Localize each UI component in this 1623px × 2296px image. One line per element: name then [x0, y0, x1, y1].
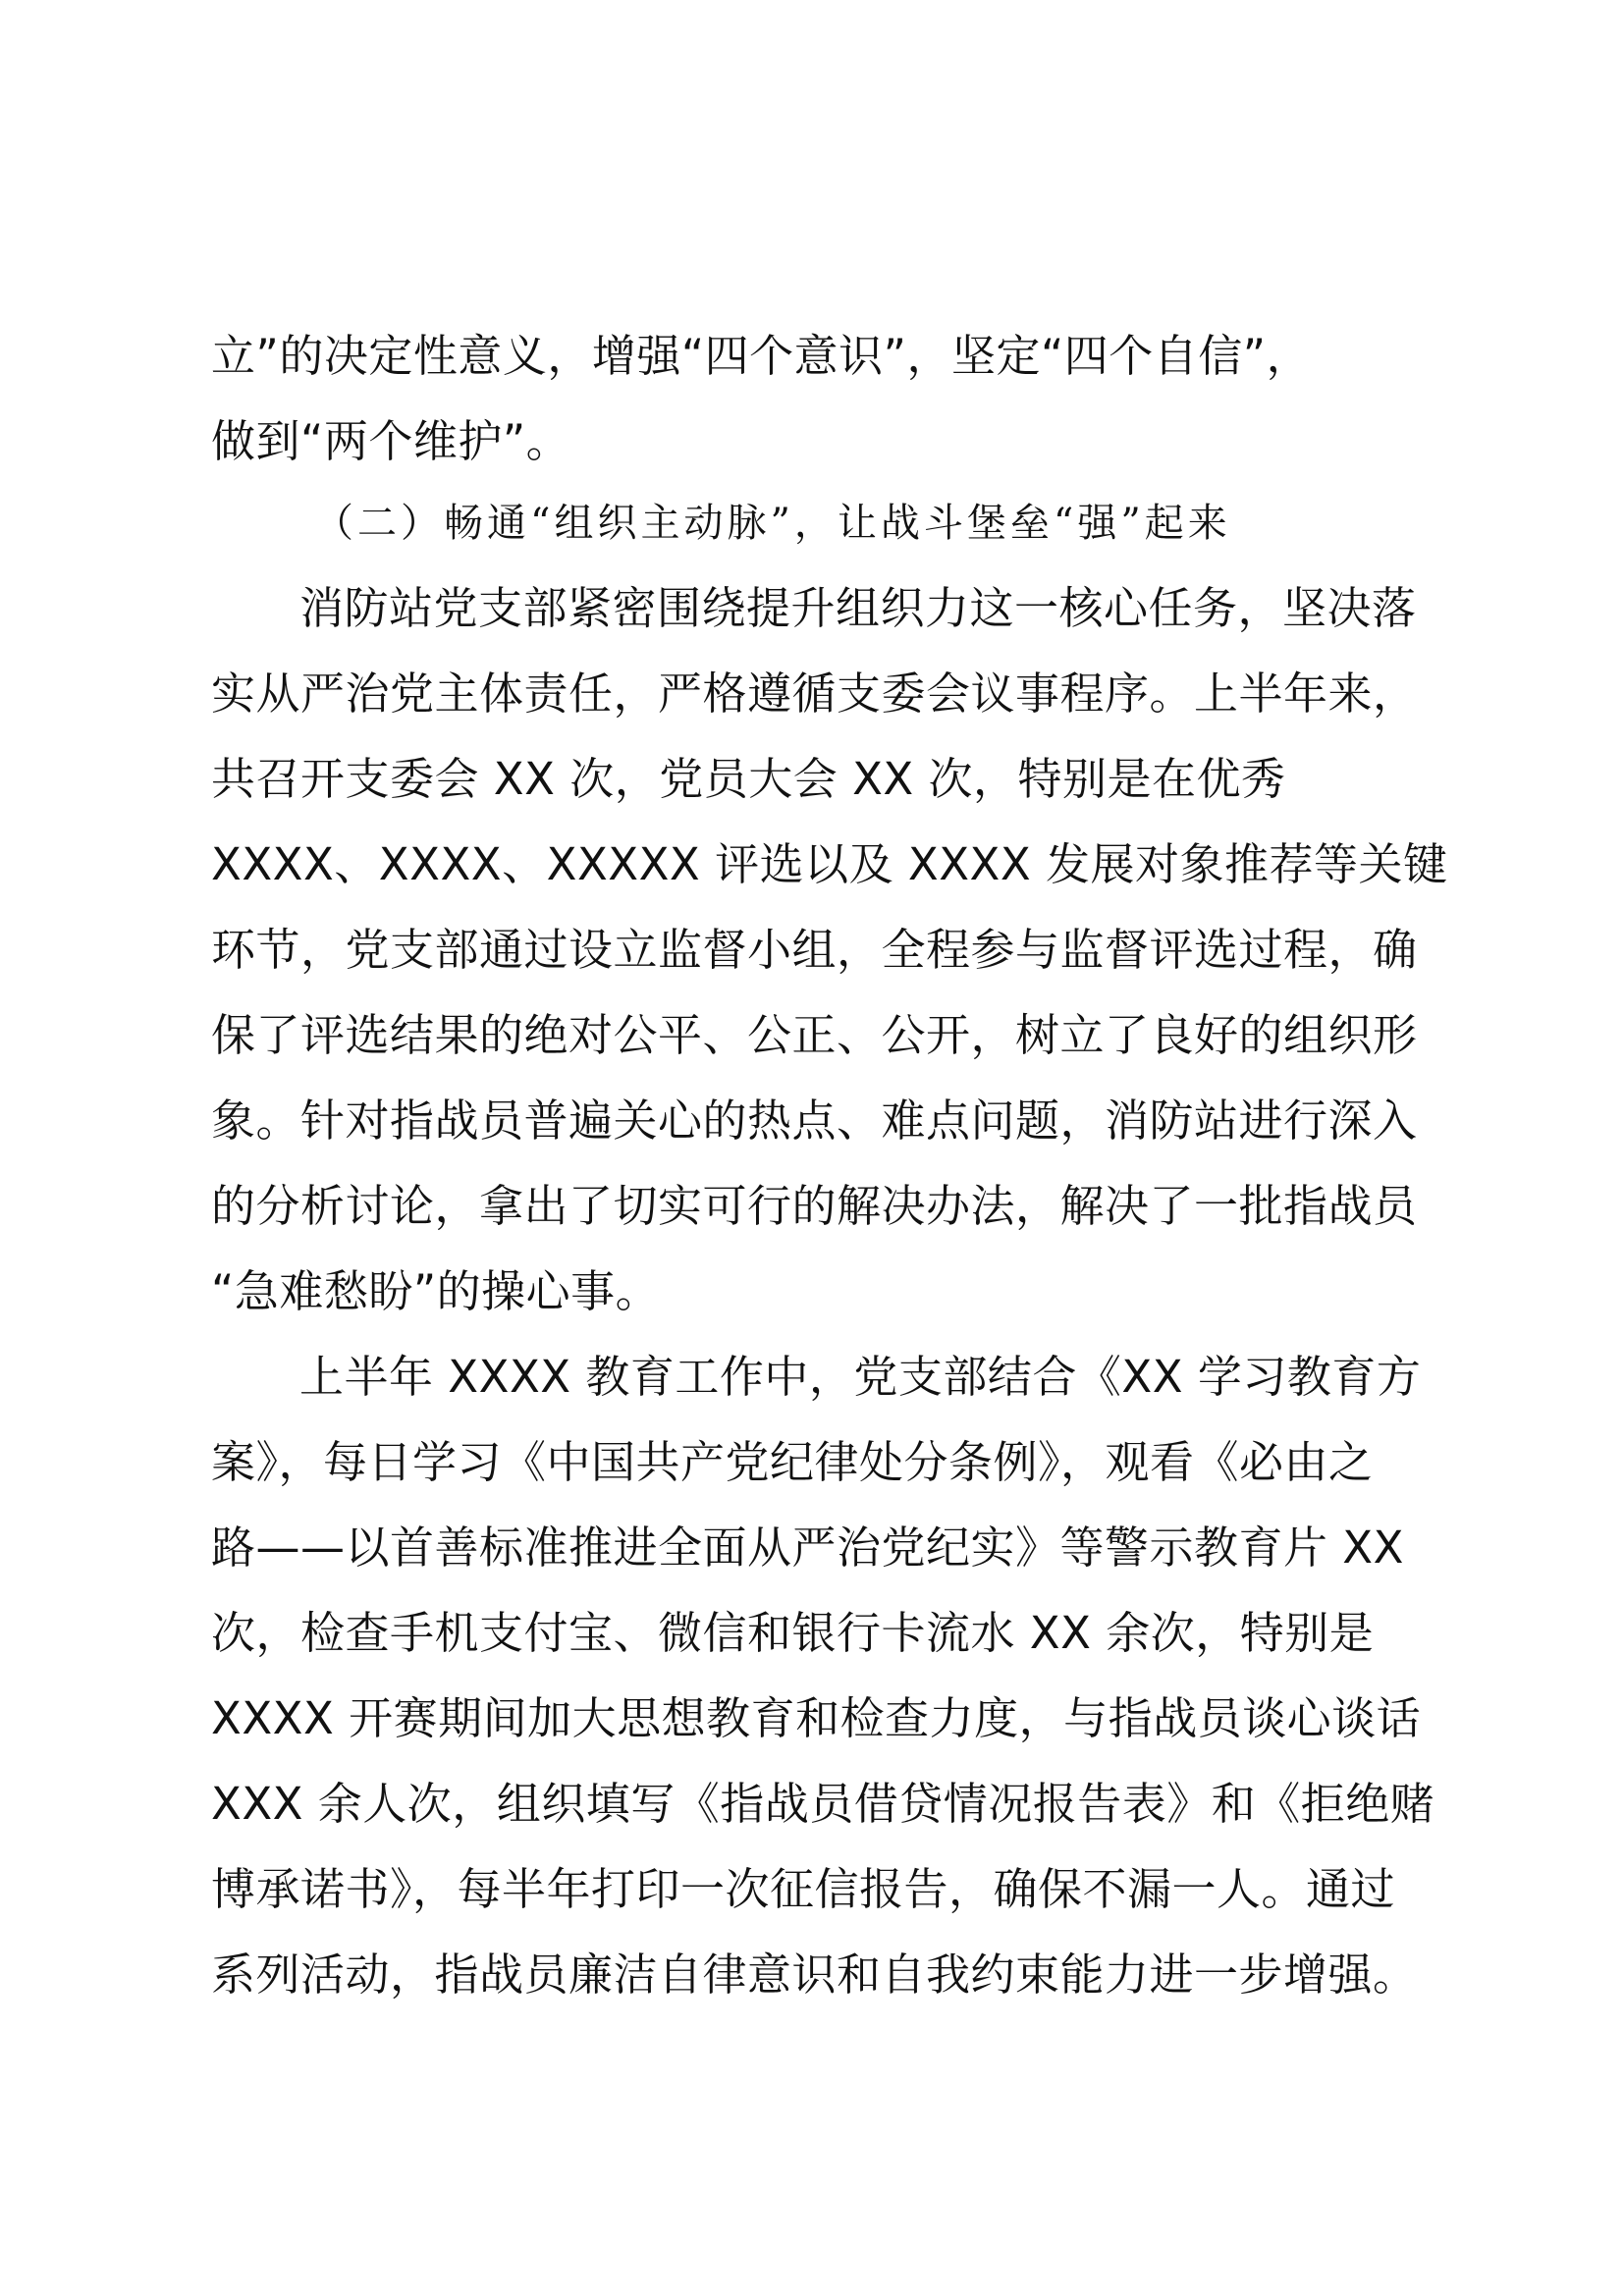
paragraph1-line-8: 的分析讨论，拿出了切实可行的解决办法，解决了一批指战员 [211, 1180, 1418, 1232]
paragraph2-line-3: 路——以首善标准推进全面从严治党纪实》等警示教育片 XX [211, 1522, 1404, 1574]
paragraph1-line-5: 环节，党支部通过设立监督小组，全程参与监督评选过程，确 [211, 924, 1418, 976]
paragraph2-line-6: XXX 余人次，组织填写《指战员借贷情况报告表》和《拒绝赌 [211, 1778, 1435, 1830]
paragraph1-line-2: 实从严治党主体责任，严格遵循支委会议事程序。上半年来， [211, 667, 1418, 720]
paragraph1-line-6: 保了评选结果的绝对公平、公正、公开，树立了良好的组织形 [211, 1009, 1418, 1061]
paragraph1-line-7: 象。针对指战员普遍关心的热点、难点问题，消防站进行深入 [211, 1095, 1418, 1147]
section-heading: （二）畅通“组织主动脉”，让战斗堡垒“强”起来 [314, 501, 1231, 546]
paragraph1-line-9: “急难愁盼”的操心事。 [211, 1265, 661, 1317]
paragraph1-line-4: XXXX、XXXX、XXXXX 评选以及 XXXX 发展对象推荐等关键 [211, 838, 1448, 890]
paragraph2-line-7: 博承诺书》，每半年打印一次征信报告，确保不漏一人。通过 [211, 1863, 1396, 1915]
paragraph2-line-1: 上半年 XXXX 教育工作中，党支部结合《XX 学习教育方 [299, 1351, 1422, 1403]
intro-line-1: 立”的决定性意义，增强“四个意识”，坚定“四个自信”， [211, 330, 1312, 382]
paragraph2-line-5: XXXX 开赛期间加大思想教育和检查力度，与指战员谈心谈话 [211, 1692, 1422, 1744]
intro-line-2: 做到“两个维护”。 [211, 415, 571, 467]
paragraph2-line-4: 次，检查手机支付宝、微信和银行卡流水 XX 余次，特别是 [211, 1607, 1375, 1659]
paragraph2-line-8: 系列活动，指战员廉洁自律意识和自我约束能力进一步增强。 [211, 1949, 1418, 2001]
paragraph2-line-2: 案》，每日学习《中国共产党纪律处分条例》，观看《必由之 [211, 1436, 1374, 1488]
paragraph1-line-1: 消防站党支部紧密围绕提升组织力这一核心任务，坚决落 [299, 582, 1417, 634]
paragraph1-line-3: 共召开支委会 XX 次，党员大会 XX 次，特别是在优秀 [211, 753, 1286, 805]
